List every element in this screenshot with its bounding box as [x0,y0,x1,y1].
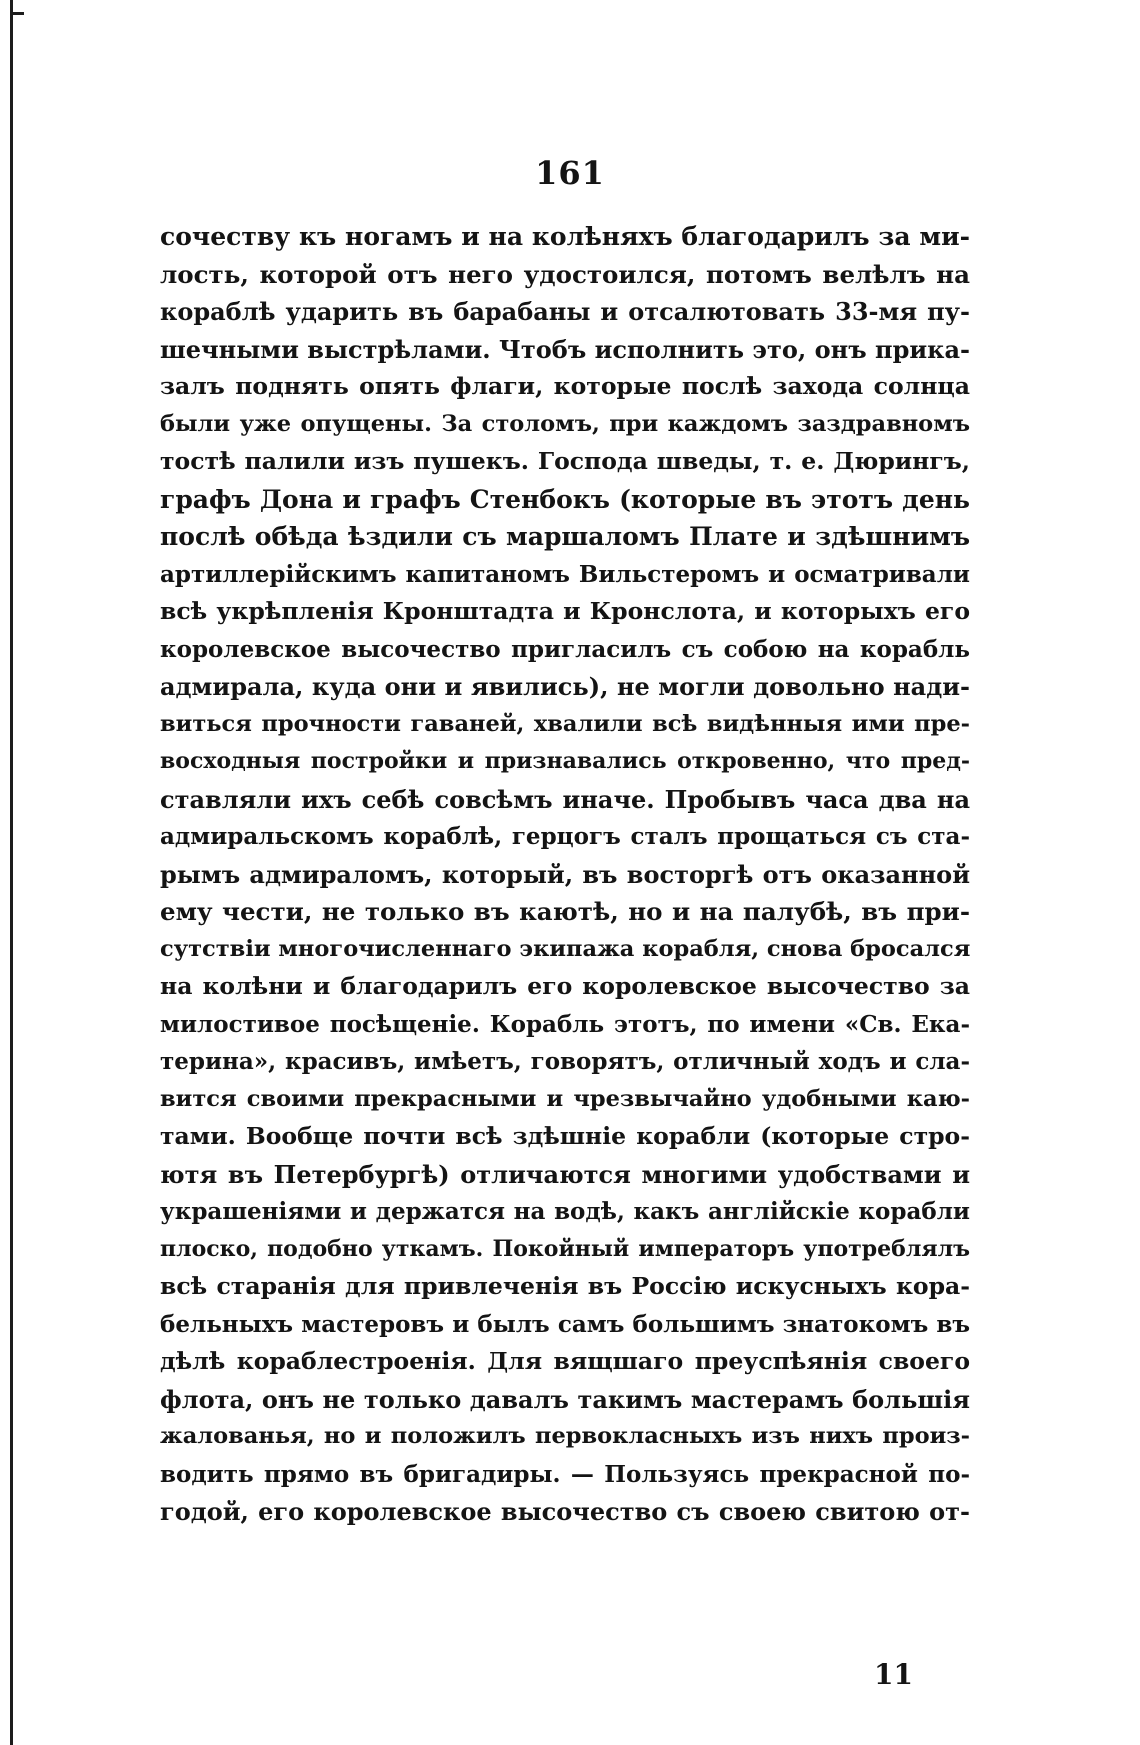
text-line: ютя въ Петербургѣ) отличаются многими удобствами и [160,1159,970,1189]
text-line: залъ поднять опять флаги, которые послѣ захода солнца [160,372,970,400]
text-line: восходныя постройки и признавались откровенно, что пред- [160,748,970,774]
text-line: флота, онъ не только давалъ такимъ мастерамъ большiя [160,1384,970,1414]
text-line: вится своими прекрасными и чрезвычайно удобными каю- [160,1085,970,1112]
body-text [160,218,970,1531]
scan-page-edge [10,0,13,1745]
text-line: всѣ укрѣпленiя Кронштадта и Кронслота, и которыхъ его [160,597,970,625]
text-line: на колѣни и благодарилъ его королевское высочество за [160,972,970,1000]
text-line: адмиральскомъ кораблѣ, герцогъ сталъ прощаться съ ста- [160,823,970,850]
text-line: водить прямо въ бригадиры. — Пользуясь прекрасной по- [160,1460,970,1488]
text-line: милостивое посѣщенiе. Корабль этотъ, по имени «Св. Ека- [160,1010,970,1038]
text-line: жалованья, но и положилъ первокласныхъ изъ нихъ произ- [160,1423,970,1449]
text-line: королевское высочество пригласилъ съ собою на корабль [160,635,970,663]
text-line: терина», красивъ, имѣетъ, говорятъ, отличный ходъ и сла- [160,1048,970,1075]
text-line: ему чести, не только въ каютѣ, но и на палубѣ, въ при- [160,897,970,926]
text-line: послѣ обѣда ѣздили съ маршаломъ Плате и здѣшнимъ [160,522,970,551]
text-line: дѣлѣ кораблестроенiя. Для вящшаго преуспѣянiя своего [160,1347,970,1375]
text-line: всѣ старанiя для привлеченiя въ Россiю искусныхъ кора- [160,1272,970,1300]
text-line: годой, его королевское высочество съ своею свитою от- [160,1497,970,1526]
text-line: шечными выстрѣлами. Чтобъ исполнить это, онъ прика- [160,334,970,364]
scan-page-corner [10,12,24,15]
text-line: тами. Вообще почти всѣ здѣшнiе корабли (которые стро- [160,1122,970,1150]
text-line: тостѣ палили изъ пушекъ. Господа шведы, т. е. Дюрингъ, [160,447,970,475]
text-line: бельныхъ мастеровъ и былъ самъ большимъ знатокомъ въ [160,1310,970,1338]
text-line: ставляли ихъ себѣ совсѣмъ иначе. Пробывъ часа два на [160,784,970,814]
text-line: кораблѣ ударить въ барабаны и отсалютовать 33-мя пу- [160,297,970,326]
text-line: сутствiи многочисленнаго экипажа корабля, снова бросался [160,935,970,962]
text-line: были уже опущены. За столомъ, при каждомъ заздравномъ [160,410,970,437]
page-number: 161 [535,154,605,192]
text-line: артиллерiйскимъ капитаномъ Вильстеромъ и осматривали [160,560,970,588]
text-line: украшенiями и держатся на водѣ, какъ англiйскiе корабли [160,1198,970,1225]
text-line: адмирала, куда они и явились), не могли довольно нади- [160,672,970,701]
text-line: сочеству къ ногамъ и на колѣняхъ благодарилъ за ми- [160,222,970,251]
signature-mark: 11 [874,1658,913,1691]
text-line: плоско, подобно уткамъ. Покойный императоръ употреблялъ [160,1235,970,1262]
text-line: рымъ адмираломъ, который, въ восторгѣ отъ оказанной [160,859,970,889]
text-line: лость, которой отъ него удостоился, потомъ велѣлъ на [160,259,970,289]
text-line: графъ Дона и графъ Стенбокъ (которые въ этотъ день [160,484,970,514]
text-line: виться прочности гаваней, хвалили всѣ видѣнныя ими пре- [160,710,970,737]
